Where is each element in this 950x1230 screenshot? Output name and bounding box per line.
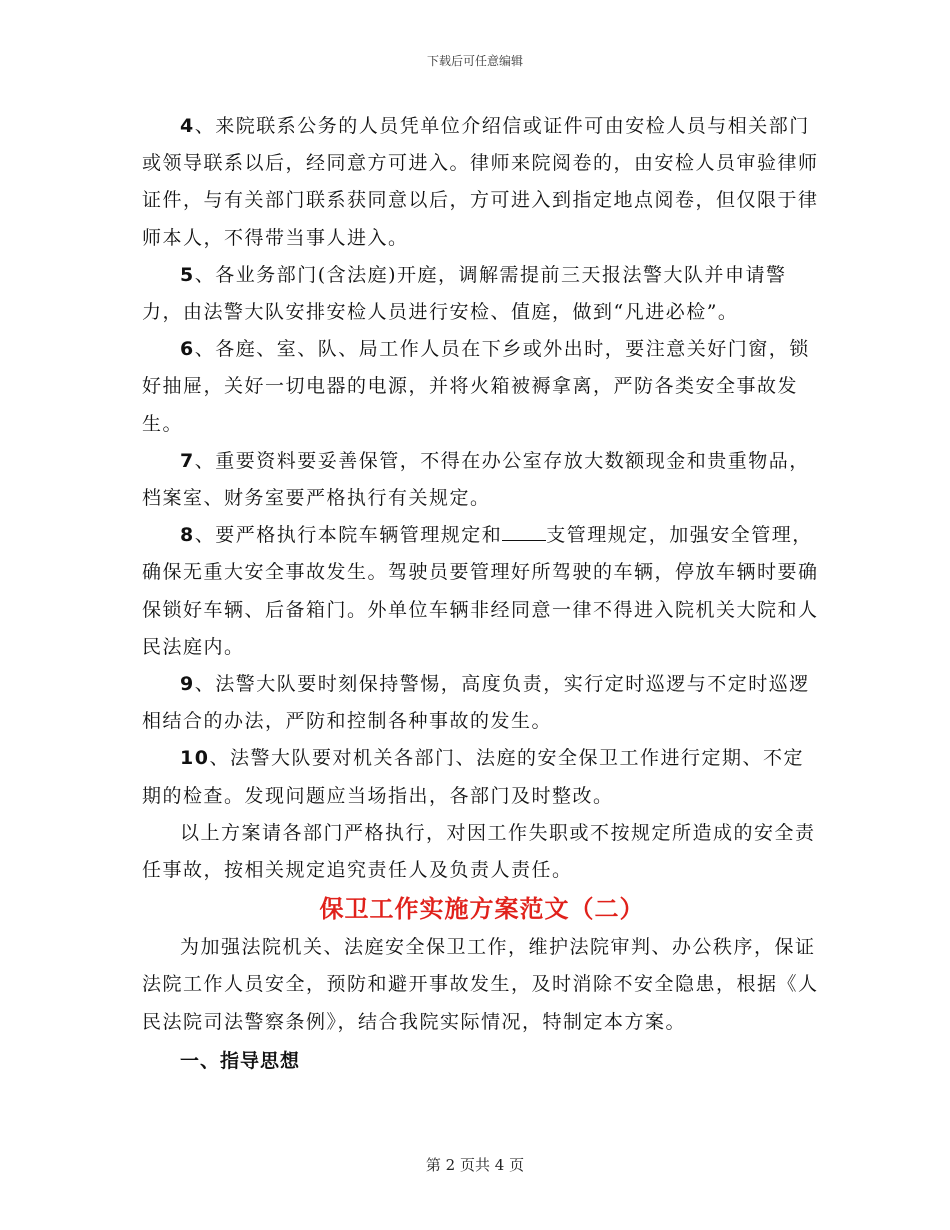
item-number: 10 <box>180 747 210 770</box>
item-text: 、各业务部门(含法庭)开庭，调解需提前三天报法警大队并申请警力，由法警大队安排安检人员进行安检、值庭，做到“凡进必检”。 <box>142 263 787 324</box>
item-text: 、法警大队要时刻保持警惕，高度负责，实行定时巡逻与不定时巡逻相结合的办法，严防和控制各种事故的发生。 <box>142 673 810 733</box>
item-number: 5 <box>180 263 195 286</box>
item-text: 、各庭、室、队、局工作人员在下乡或外出时，要注意关好门窗，锁好抽屉，关好一切电器的电源，并将火箱被褥拿离，严防各类安全事故发生。 <box>142 338 810 435</box>
item-text: 、重要资料要妥善保管，不得在办公室存放大数额现金和贵重物品，档案室、财务室要严格执行有关规定。 <box>142 449 810 510</box>
list-item-10 <box>142 740 822 814</box>
list-item-6 <box>142 331 822 443</box>
section-title: 保卫工作实施方案范文（二） <box>319 895 645 924</box>
page-footer: 第 2 页共 4 页 <box>425 1156 525 1174</box>
intro-paragraph: 为加强法院机关、法庭安全保卫工作，维护法院审判、办公秩序，保证法院工作人员安全，预防和避开事故发生，及时消除不安全隐患，根据《人民法院司法警察条例》，结合我院实际情况，特制定本方案。 <box>142 936 819 1033</box>
closing-paragraph: 以上方案请各部门严格执行，对因工作失职或不按规定所造成的安全责任事故，按相关规定追究责任人及负责人责任。 <box>142 821 816 882</box>
item-text: 、法警大队要对机关各部门、法庭的安全保卫工作进行定期、不定期的检查。发现问题应当场指出，各部门及时整改。 <box>142 747 804 807</box>
item-number: 7 <box>180 449 195 472</box>
document-body <box>142 108 822 1081</box>
list-item-5 <box>142 257 822 331</box>
heading-guiding-ideology: 一、指导思想 <box>180 1049 301 1072</box>
item-text: 、来院联系公务的人员凭单位介绍信或证件可由安检人员与相关部门或领导联系以后，经同意方可进入。律师来院阅卷的，由安检人员审验律师证件，与有关部门联系获同意以后，方可进入到指定地点阅卷，但仅限于律师本人，不得带当事人进入。 <box>142 115 819 249</box>
item-text-before-blank: 、要严格执行本院车辆管理规定和 <box>194 524 503 547</box>
list-item-9 <box>142 666 822 740</box>
list-item-8 <box>142 517 822 666</box>
item-number: 4 <box>180 115 195 137</box>
list-item-7 <box>142 443 822 517</box>
item-number: 6 <box>180 338 195 361</box>
fill-in-blank <box>502 539 546 541</box>
item-number: 8 <box>180 524 195 547</box>
item-number: 9 <box>180 673 195 696</box>
page-header-note: 下载后可任意编辑 <box>426 54 523 68</box>
item-text-after-blank: 支管理规定，加强安全管理，确保无重大安全事故发生。驾驶员要管理好所驾驶的车辆，停放车辆时要确保锁好车辆、后备箱门。外单位车辆非经同意一律不得进入院机关大院和人民法庭内。 <box>142 524 819 658</box>
list-item-4 <box>142 108 822 257</box>
